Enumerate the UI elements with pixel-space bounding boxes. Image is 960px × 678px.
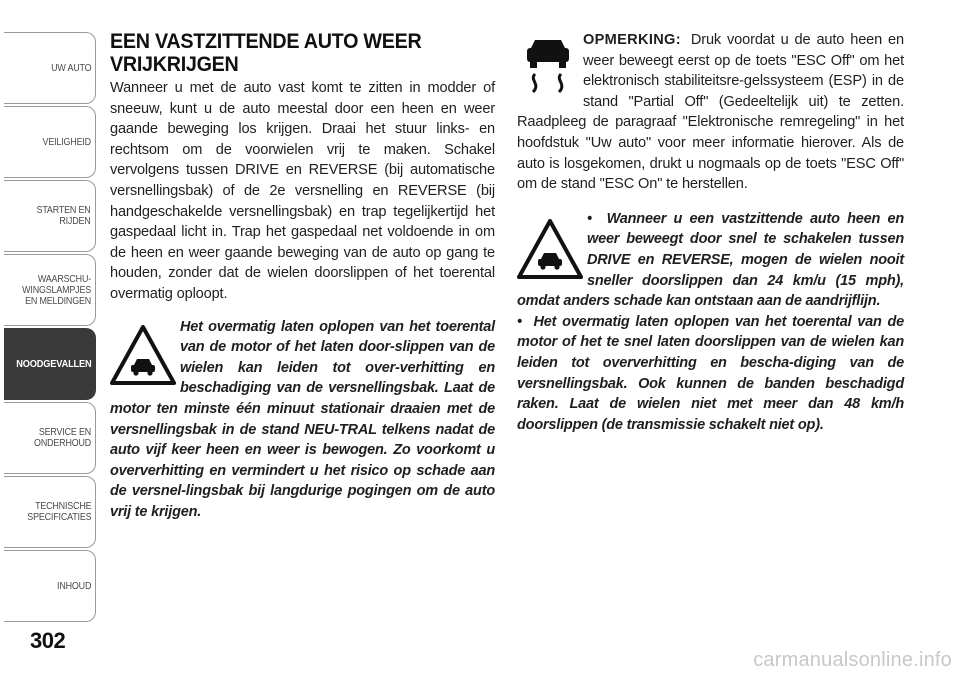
- tab-waarschuwingslampjes[interactable]: [4, 254, 96, 326]
- note-body: Druk voordat u de auto heen en weer beweegt eerst op de toets "ESC Off" om het elektronisch stabiliteitsre-gelssysteem (ESP) in de stand "Partial Off" (Gedeeltelijk uit) te zetten. Raadpleeg de paragraaf "Elektronische remregeling" in het hoofdstuk "Uw auto" voor meer informatie hierover. Als de auto is losgekomen, drukt u nogmaals op de toets "ESC Off" om de stand "ESC On" te herstellen.: [517, 32, 904, 193]
- watermark: carmanualsonline.info: [753, 649, 952, 671]
- tab-uw-auto[interactable]: [4, 32, 96, 104]
- warning-block: [110, 317, 495, 523]
- tab-label: VEILIGHEID: [42, 135, 91, 148]
- bullet-text: Wanneer u een vastzittende auto heen en weer beweegt door snel te schakelen tussen DRIVE en REVERSE, mogen de wielen nooit sneller doorslippen dan 24 km/u (15 mph), omdat anders schade kan ontstaan aan de aandrijflijn.: [517, 210, 904, 310]
- left-column: [110, 30, 495, 522]
- bullet-icon: •: [517, 313, 534, 330]
- skidding-car-icon: [517, 34, 579, 102]
- tab-service-en-onderhoud[interactable]: [4, 402, 96, 474]
- tab-label: UW AUTO: [50, 61, 91, 74]
- tab-label: WAARSCHU- WINGSLAMPJES EN MELDINGEN: [22, 272, 91, 307]
- warning-triangle-car-icon: [110, 325, 176, 385]
- warning-block-right: [517, 209, 904, 436]
- tab-label: NOODGEVALLEN: [15, 357, 91, 370]
- tab-label: INHOUD: [56, 579, 91, 592]
- intro-paragraph: Wanneer u met de auto vast komt te zitten in modder of sneeuw, kunt u de auto meestal door een heen en weer gaande beweging los krijgen. Draai het stuur links- en rechtsom om de voorwielen vrij te maken. Schakel vervolgens tussen DRIVE en REVERSE (bij automatische versnellingsbak) of de 2e versnelling en REVERSE (bij handgeschakelde versnellingsbak) en trap tegelijkertijd het gaspedaal licht in. Trap het gaspedaal net voldoende in om de heen en weer gaande beweging van de auto op gang te houden, zonder dat de wielen doorslippen of het toerental overmatig oploopt.: [110, 80, 495, 302]
- bullet-icon: •: [587, 210, 607, 227]
- note-block: [517, 30, 904, 195]
- tab-label: TECHNISCHE SPECIFICATIES: [26, 500, 91, 523]
- bullet-text: Het overmatig laten oplopen van het toerental van de motor of het te snel laten doorslippen van de wielen kan leiden tot oververhitting en bescha-diging van de versnellingsbak. Ook kunnen de banden beschadigd raken. Laat de wielen niet met meer dan 48 km/h doorslippen (de transmissie schakelt niet op).: [517, 313, 904, 433]
- warning-triangle-car-icon: [517, 219, 583, 279]
- page-number: 302: [30, 628, 66, 653]
- warning-text: Het overmatig laten oplopen van het toerental van de motor of het laten door-slippen van de wielen kan leiden tot over-verhitting en beschadiging van de versnellingsbak. Laat de motor ten minste één minuut stationair draaien met de versnellingsbak in de stand NEU-TRAL telkens nadat de auto vijf keer heen en weer is bewogen. Zo voorkomt u oververhitting en vermindert u het risico op schade aan de versnel-lingsbak bij langdurige pogingen om de auto vrij te krijgen.: [110, 318, 495, 520]
- tab-label: STARTEN EN RIJDEN: [36, 204, 91, 227]
- list-item: [517, 312, 904, 436]
- section-heading: EEN VASTZITTENDE AUTO WEER VRIJKRIJGEN: [110, 30, 422, 76]
- tab-noodgevallen[interactable]: [4, 328, 96, 400]
- tab-starten-en-rijden[interactable]: [4, 180, 96, 252]
- chapter-sidebar: [0, 0, 96, 640]
- tab-veiligheid[interactable]: [4, 106, 96, 178]
- tab-inhoud[interactable]: [4, 550, 96, 622]
- right-column: [517, 30, 904, 435]
- tab-label: SERVICE EN ONDERHOUD: [34, 426, 91, 449]
- note-label: OPMERKING:: [583, 32, 681, 48]
- tab-technische-specificaties[interactable]: [4, 476, 96, 548]
